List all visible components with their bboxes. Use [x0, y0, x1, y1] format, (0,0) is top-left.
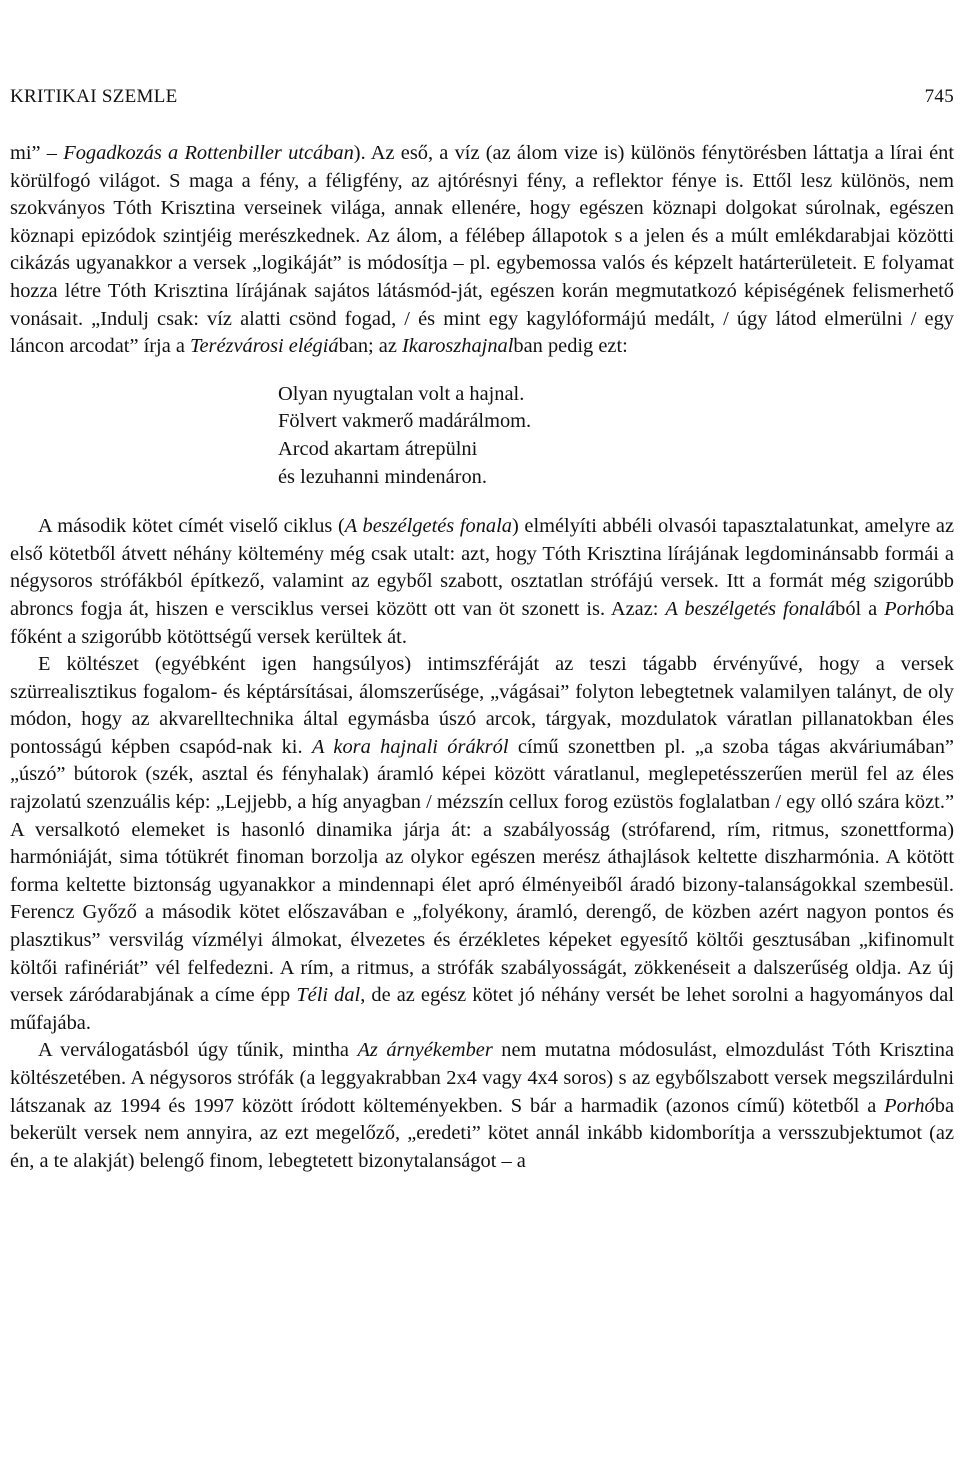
p4-text-a: A verválogatásból úgy tűnik, mintha: [38, 1039, 358, 1062]
p2-title-beszelgetes: A beszélgetés fonala: [344, 515, 512, 538]
p3-text-c: című szonettben pl. „a szoba tágas akváriumában” „úszó” bútorok (szék, asztal és fényhalak) áramló képei között váratlanul, meglepetésszerűen merül fel az éles rajzolatú szenzuális kép: „Lejjebb, a híg anyagban / mézszín cellux forog ezüstös foglalatban / egy olló szára közt.” A versalkotó elemeket is hasonló dinamika járja át: a szabályosság (strófarend, rím, ritmus, szonettforma) harmóniáját, sima tótükrét finoman borzolja az olykor egészen merész áthajlások keltette diszharmónia. A kötött forma keltette biztonság ugyanakkor a mindennapi élet apró élményeiből áradó bizony-talanságokkal szembesül. Ferencz Győző a második kötet előszavában e „folyékony, áramló, derengő, de közben azért nagyon pontos és plasztikus” versvilág vízmélyi álmokat, élvezetes és érzékletes képeket egyesítő költői gesztusában „kifinomult költői rafinériát” vél felfedezni. A rím, a ritmus, a strófák szabályosságát, zökkenéseit a dalszerűség oldja. Az új versek záródarabjának a címe épp: [10, 735, 954, 1007]
p2-text-c: ) elmélyíti abbéli olvasói tapasztalatunkat, amelyre az első kötetből átvett néhány költemény még csak utalt: azt, hogy Tóth Krisztina lírájának legdominánsabb formái a négysoros strófákból építkező, valamint az egyből szabott, osztatlan strófájú versek. Itt a formát még szigorúbb abroncs fogja át, hiszen e versciklus versei között ott van öt szonett is. Azaz:: [10, 515, 954, 620]
p2-title-beszelgetes-2: A beszélgetés fonalá: [665, 597, 836, 620]
poem-line-4: és lezuhanni mindenáron.: [278, 465, 487, 488]
p1-title-fogadkozas: Fogadkozás a Rottenbiller utcában: [63, 142, 354, 164]
p3-title-teli-dal: Téli dal: [296, 984, 361, 1007]
running-header: [10, 86, 954, 118]
journal-title: KRITIKAI SZEMLE: [10, 86, 178, 107]
p1-title-terezvarosi: Terézvárosi elégiá: [190, 335, 339, 358]
p2-title-porho: Porhó: [884, 597, 935, 620]
p3-title-kora-hajnali: A kora hajnali órákról: [311, 735, 509, 758]
p2-text-g: ba főként a szigorúbb kötöttségű versek kerültek át.: [10, 597, 954, 648]
p4-title-arnyekember: Az árnyékember: [357, 1039, 493, 1062]
poem-line-2: Fölvert vakmerő madárálmom.: [278, 410, 532, 433]
p2-text-a: A második kötet címét viselő ciklus (: [38, 515, 345, 538]
paragraph-4: [10, 1037, 954, 1175]
p4-text-e: ba bekerült versek nem annyira, az ezt megelőző, „eredeti” kötet annál inkább kidomborítja a versszubjektumot (az én, a te alakját) belengő finom, lebegtetett bizonytalanságot – a: [10, 1094, 954, 1172]
p3-text-a: E költészet (egyébként igen hangsúlyos) intimszféráját az teszi tágabb érvényűvé, hogy a versek szürrealisztikus fogalom- és képtársításai, álomszerűsége, „vágásai” folyton lebegtetnek valamilyen talányt, de oly módon, hogy az akvarelltechnika által egymásba úszó arcok, tárgyak, mozdulatok váratlan pillanatokban éles pontosságú képben csapód-nak ki.: [10, 653, 954, 758]
p1-text-c: ). Az eső, a víz (az álom vize is) különös fénytörésben láttatja a lírai ént körülfogó világot. S maga a fény, a féligfény, az ajtórésnyi fény, a reflektor fénye is. Ettől lesz különös, nem szokványos Tóth Krisztina verseinek világa, annak ellenére, hogy egészen köznapi dolgokat súrolnak, egészen köznapi epizódok szintjéig merészkednek. Az álom, a félébер állapotok s a jelen és a múlt emlékdarabjai közötti cikázás ugyanakkor a versek „logikáját” is módosítja – pl. egybemossa valós és képzelt határterületeit. E folyamat hozza létre Tóth Krisztina lírájának sajátos látásmód-ját, egészen korán megmutatkozó képiségének felismerhető vonásait. „Indulj csak: víz alatti csönd fogad, / és mint egy kagylóformájú medált, / úgy látod elmerülni / egy láncon arcodat” írja a: [10, 142, 955, 358]
article-body: [10, 140, 954, 1175]
page-number: 745: [924, 86, 954, 107]
poem-line-1: Olyan nyugtalan volt a hajnal.: [278, 382, 525, 405]
p2-text-e: ból a: [835, 597, 885, 620]
paragraph-1: [10, 140, 954, 361]
p1-title-ikaroszhajnal: Ikaroszhajnal: [402, 335, 514, 358]
p4-title-porho: Porhó: [884, 1094, 935, 1117]
poem-quote: [278, 381, 954, 491]
poem-line-3: Arcod akartam átrepülni: [278, 437, 478, 460]
paragraph-3: [10, 651, 954, 1037]
p1-text-a: mi” –: [10, 142, 64, 164]
p3-text-e: , de az egész kötet jó néhány versét be lehet sorolni a hagyományos dal műfajába.: [10, 984, 955, 1034]
p1-text-g: ban pedig ezt:: [513, 335, 628, 358]
paragraph-2: [10, 513, 954, 651]
p1-text-e: ban; az: [338, 335, 402, 358]
p4-text-c: nem mutatna módosulást, elmozdulást Tóth Krisztina költészetében. A négysoros strófák (a leggyakrabban 2x4 vagy 4x4 soros) s az egybőlszabott versek megszilárdulni látszanak az 1994 és 1997 között íródott költeményekben. S bár a harmadik (azonos című) kötetből a: [10, 1039, 954, 1117]
